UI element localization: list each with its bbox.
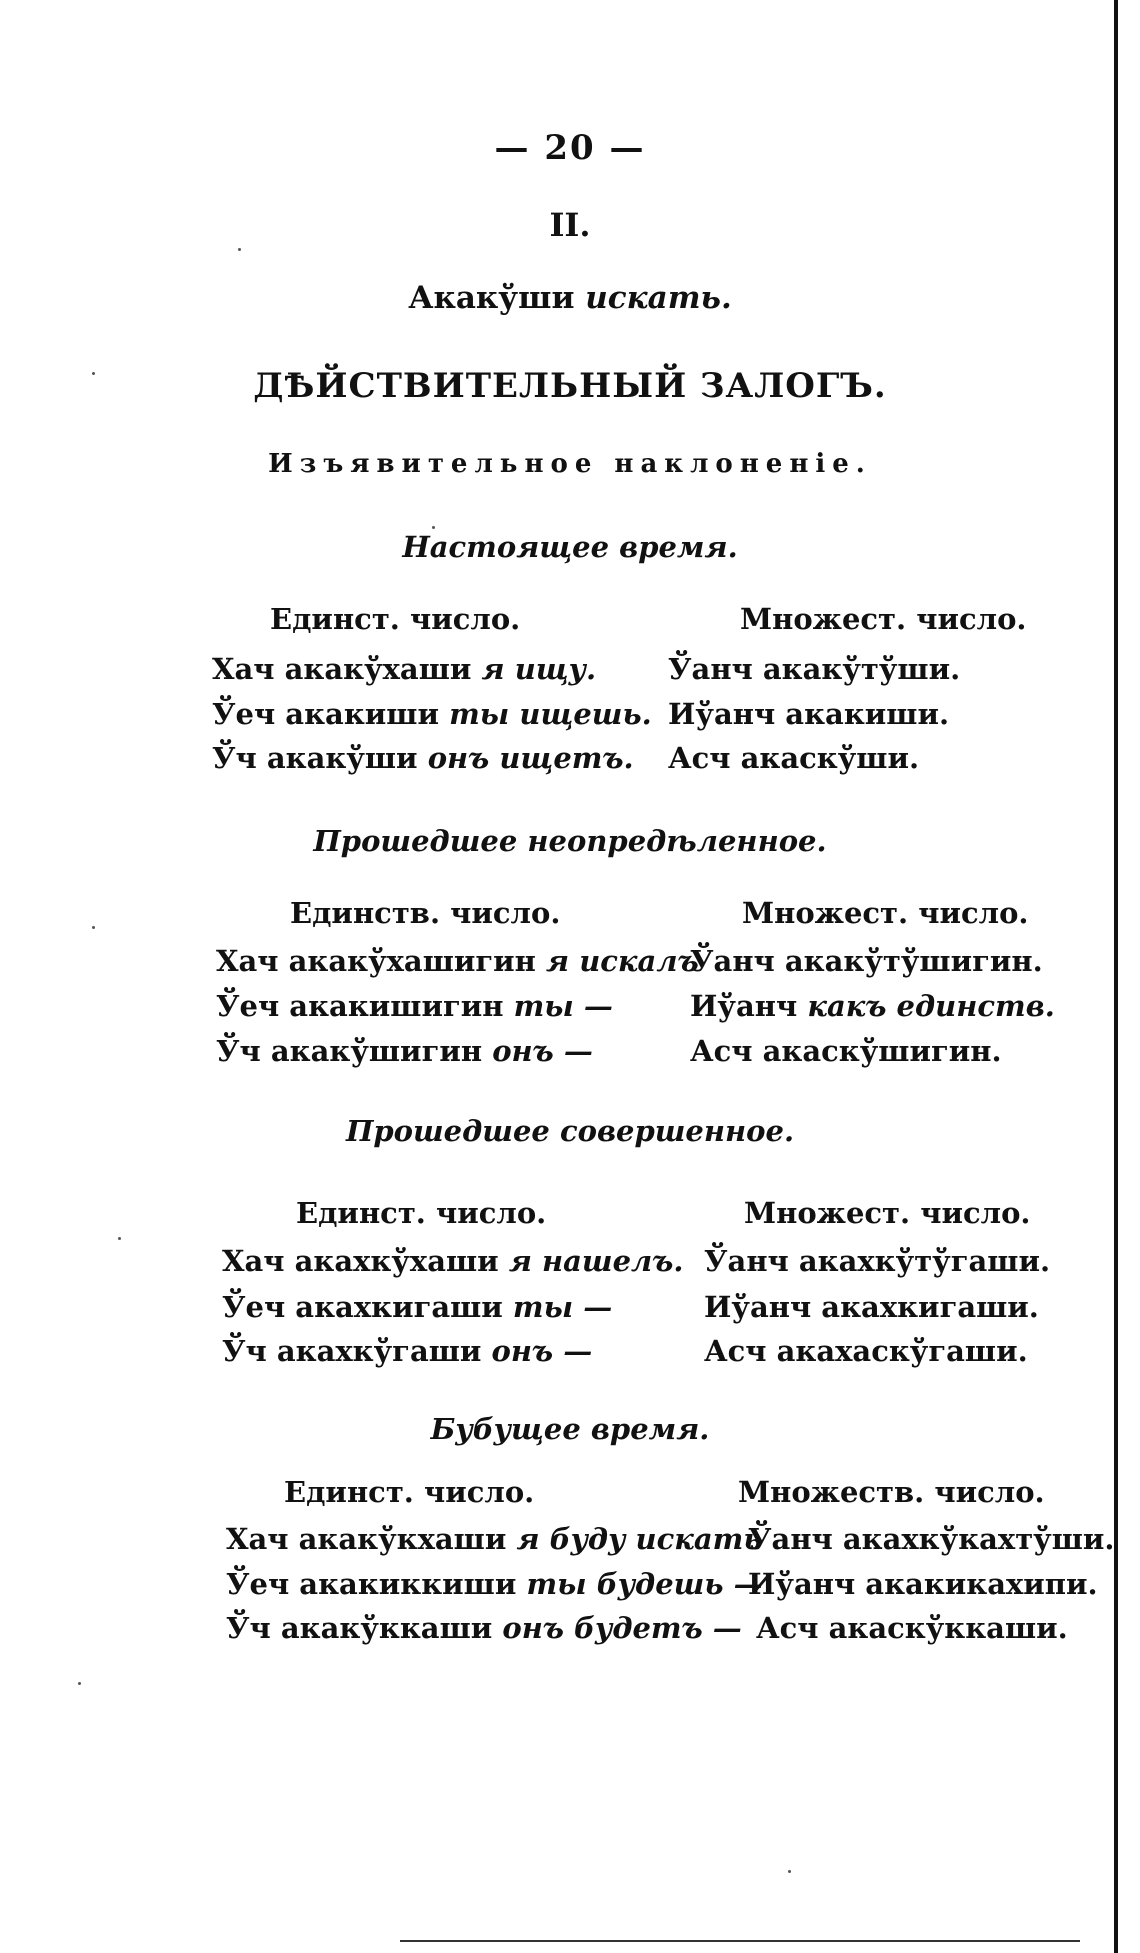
plural-form: Асч акаскўшигин. <box>690 1034 1002 1068</box>
section-number: II. <box>549 206 591 244</box>
singular-header: Единст. число. <box>270 602 521 636</box>
singular-form <box>226 1522 763 1556</box>
tense-title: Бубущее время. <box>430 1412 710 1446</box>
native-form: Хач акахкўхаши <box>222 1244 499 1278</box>
russian-gloss: ты будешь — <box>526 1567 763 1601</box>
speck <box>78 1682 81 1685</box>
russian-gloss: ты ищешь. <box>449 697 652 731</box>
singular-form <box>212 741 634 775</box>
russian-gloss: я нашелъ. <box>508 1244 684 1278</box>
singular-header: Единст. число. <box>284 1475 535 1509</box>
singular-form <box>216 989 613 1023</box>
page-number: — 20 — <box>494 128 646 168</box>
russian-gloss: я искалъ <box>546 944 699 978</box>
verb-word: Акакўши <box>408 280 575 316</box>
russian-gloss: ты — <box>512 1290 613 1324</box>
native-form: Ўеч акакиккиши <box>226 1567 517 1601</box>
speck <box>788 1870 791 1873</box>
native-form: Ўч акакўшигин <box>216 1034 483 1068</box>
mood-heading: Изъявительное наклоненіе. <box>268 449 872 479</box>
native-form: Ўеч акакиши <box>212 697 439 731</box>
singular-form <box>222 1290 612 1324</box>
native-form: Ўч акахкўгаши <box>222 1334 482 1368</box>
singular-form <box>212 652 596 686</box>
plural-header: Множест. число. <box>742 896 1029 930</box>
plural-form: Иўанч акахкигаши. <box>704 1290 1039 1324</box>
plural-form <box>690 989 1055 1023</box>
native-form: Хач акакўхаши <box>212 652 472 686</box>
plural-form: Ўанч акакўтўши. <box>668 652 961 686</box>
russian-gloss: я буду искать <box>516 1522 763 1556</box>
plural-form: Асч акахаскўгаши. <box>704 1334 1028 1368</box>
russian-gloss: онъ будетъ — <box>502 1611 742 1645</box>
singular-form <box>216 1034 593 1068</box>
verb-meaning: искать. <box>585 280 732 316</box>
russian-gloss: ты — <box>513 989 613 1023</box>
bottom-rule <box>400 1940 1080 1942</box>
singular-form <box>222 1244 683 1278</box>
plural-form: Иўанч акакиши. <box>668 697 950 731</box>
native-form: Ўеч акахкигаши <box>222 1290 503 1324</box>
singular-form <box>212 697 652 731</box>
russian-gloss: я ищу. <box>481 652 597 686</box>
russian-gloss: онъ — <box>491 1334 593 1368</box>
singular-form <box>222 1334 592 1368</box>
plural-form: Ўанч акахкўтўгаши. <box>704 1244 1051 1278</box>
speck <box>238 248 241 251</box>
speck <box>92 926 95 929</box>
tense-title: Настоящее время. <box>402 530 738 564</box>
singular-form <box>226 1567 763 1601</box>
speck <box>432 526 435 529</box>
plural-header: Множест. число. <box>740 602 1027 636</box>
plural-form: Асч акаскўккаши. <box>756 1611 1068 1645</box>
plural-header: Множеств. число. <box>738 1475 1045 1509</box>
native-form: Ўеч акакишигин <box>216 989 504 1023</box>
plural-form: Ўанч акакўтўшигин. <box>690 944 1043 978</box>
verb-title <box>0 280 1140 316</box>
native-form: Ўч акакўккаши <box>226 1611 493 1645</box>
singular-form <box>226 1611 742 1645</box>
native-form: Хач акакўкхаши <box>226 1522 507 1556</box>
native-form: Иўанч <box>690 989 798 1023</box>
plural-form: Ўанч акахкўкахтўши. <box>748 1522 1115 1556</box>
plural-form: Асч акаскўши. <box>668 741 920 775</box>
native-form: Хач акакўхашигин <box>216 944 536 978</box>
tense-title: Прошедшее неопредѣленное. <box>313 824 827 858</box>
singular-header: Единст. число. <box>296 1196 547 1230</box>
singular-header: Единств. число. <box>290 896 561 930</box>
tense-title: Прошедшее совершенное. <box>345 1114 795 1148</box>
plural-header: Множест. число. <box>744 1196 1031 1230</box>
singular-form <box>216 944 699 978</box>
voice-heading: ДѢЙСТВИТЕЛЬНЫЙ ЗАЛОГЪ. <box>253 366 887 406</box>
speck <box>118 1237 121 1240</box>
russian-gloss: какъ единств. <box>807 989 1055 1023</box>
native-form: Ўч акакўши <box>212 741 418 775</box>
russian-gloss: онъ ищетъ. <box>427 741 634 775</box>
plural-form: Иўанч акакикахипи. <box>748 1567 1098 1601</box>
russian-gloss: онъ — <box>492 1034 593 1068</box>
